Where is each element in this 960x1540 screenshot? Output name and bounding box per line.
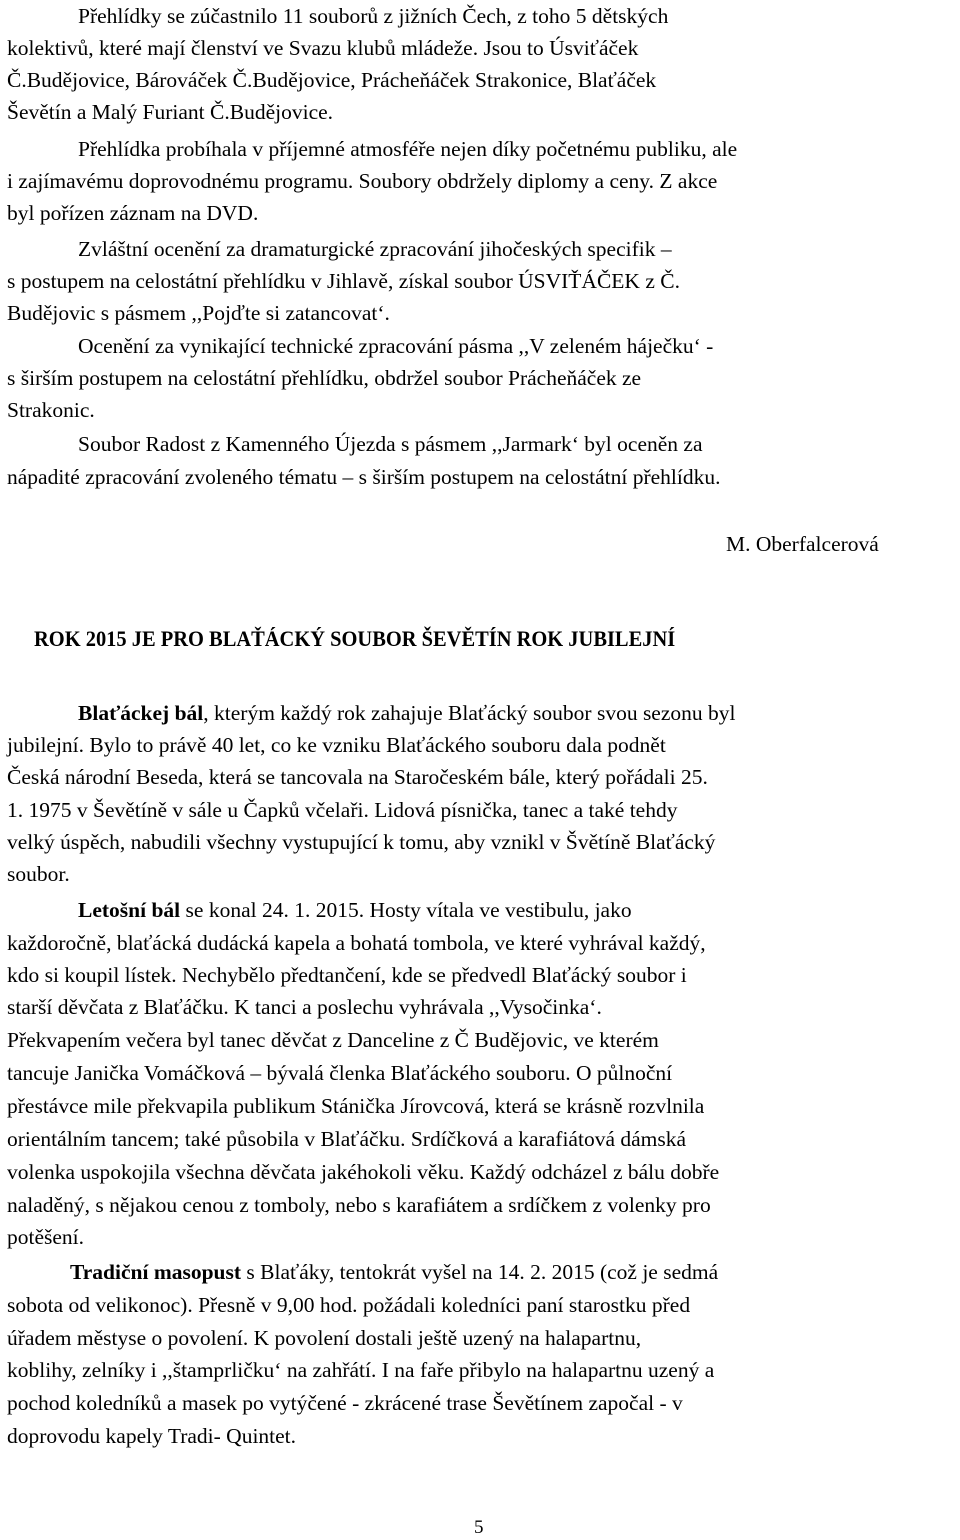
text-line: každoročně, blaťácká dudácká kapela a bohatá tombola, ve které vyhrával každý, — [7, 931, 706, 955]
text-line: úřadem městyse o povolení. K povolení dostali ještě uzený na halapartnu, — [7, 1326, 642, 1350]
text-span: s Blaťáky, tentokrát vyšel na 14. 2. 2015 (což je sedmá — [241, 1260, 719, 1284]
text-line: s širším postupem na celostátní přehlídku, obdržel soubor Prácheňáček ze — [7, 366, 642, 390]
text-line: Překvapením večera byl tanec děvčat z Danceline z Č Budějovic, ve kterém — [7, 1028, 659, 1052]
text-line: Přehlídky se zúčastnilo 11 souborů z jižních Čech, z toho 5 dětských — [78, 4, 669, 28]
page-number: 5 — [474, 1517, 484, 1538]
bold-phrase: Letošní bál — [78, 898, 181, 922]
text-line: orientálním tancem; také působila v Blaťáčku. Srdíčková a karafiátová dámská — [7, 1127, 687, 1151]
text-line — [70, 1260, 718, 1284]
text-line: Ocenění za vynikající technické zpracování pásma ,,V zeleném háječku‘ - — [78, 334, 714, 358]
text-line: nápadité zpracování zvoleného tématu – s širším postupem na celostátní přehlídku. — [7, 465, 721, 489]
text-line: kdo si koupil lístek. Nechybělo předtančení, kde se předvedl Blaťácký soubor i — [7, 963, 687, 987]
text-line: volenka uspokojila všechna děvčata jakéhokoli věku. Každý odcházel z bálu dobře — [7, 1160, 720, 1184]
text-line: Budějovic s pásmem ,,Pojďte si zatancovat‘. — [7, 301, 390, 325]
bold-phrase: Blaťáckej bál — [78, 701, 204, 725]
text-line: naladěný, s nějakou cenou z tomboly, nebo s karafiátem a srdíčkem z volenky pro — [7, 1193, 711, 1217]
text-span: , kterým každý rok zahajuje Blaťácký soubor svou sezonu byl — [203, 701, 736, 725]
text-line: potěšení. — [7, 1225, 85, 1249]
text-line: tancuje Janička Vomáčková – bývalá členka Blaťáckého souboru. O půlnoční — [7, 1061, 673, 1085]
text-line: Zvláštní ocenění za dramaturgické zpracování jihočeských specifik – — [78, 237, 672, 261]
text-line: doprovodu kapely Tradi- Quintet. — [7, 1424, 297, 1448]
text-span: se konal 24. 1. 2015. Hosty vítala ve vestibulu, jako — [180, 898, 632, 922]
text-line — [78, 701, 736, 725]
text-line: Soubor Radost z Kamenného Újezda s pásmem ,,Jarmark‘ byl oceněn za — [78, 432, 703, 456]
article-heading: ROK 2015 JE PRO BLAŤÁCKÝ SOUBOR ŠEVĚTÍN ROK JUBILEJNÍ — [34, 626, 676, 651]
text-line: pochod koledníků a masek po vytýčené - zkrácené trase Ševětínem započal - v — [7, 1391, 683, 1415]
text-line: Strakonic. — [7, 398, 95, 422]
text-line: 1. 1975 v Ševětíně v sále u Čapků včelaři. Lidová písnička, tanec a také tehdy — [7, 798, 678, 822]
text-line: koblihy, zelníky i ,,štamprličku‘ na zahřátí. I na faře přibylo na halapartnu uzený a — [7, 1358, 715, 1382]
text-line: i zajímavému doprovodnému programu. Soubory obdržely diplomy a ceny. Z akce — [7, 169, 718, 193]
author-signature: M. Oberfalcerová — [726, 532, 879, 556]
text-line: jubilejní. Bylo to právě 40 let, co ke vzniku Blaťáckého souboru dala podnět — [7, 733, 666, 757]
text-line: přestávce mile překvapila publikum Stánička Jírovcová, která se krásně rozvlnila — [7, 1094, 705, 1118]
text-line: Ševětín a Malý Furiant Č.Budějovice. — [7, 100, 334, 124]
text-line — [78, 898, 632, 922]
text-line: Č.Budějovice, Bárováček Č.Budějovice, Prácheňáček Strakonice, Blaťáček — [7, 68, 657, 92]
text-line: starší děvčata z Blaťáčku. K tanci a poslechu vyhrávala ,,Vysočinka‘. — [7, 995, 602, 1019]
bold-phrase: Tradiční masopust — [70, 1260, 242, 1284]
text-line: soubor. — [7, 862, 70, 886]
text-line: velký úspěch, nabudili všechny vystupující k tomu, aby vznikl v Švětíně Blaťácký — [7, 830, 716, 854]
text-line: s postupem na celostátní přehlídku v Jihlavě, získal soubor ÚSVIŤÁČEK z Č. — [7, 269, 680, 293]
text-line: byl pořízen záznam na DVD. — [7, 201, 259, 225]
text-line: sobota od velikonoc). Přesně v 9,00 hod. požádali koledníci paní starostku před — [7, 1293, 691, 1317]
text-line: Přehlídka probíhala v příjemné atmosféře nejen díky početnému publiku, ale — [78, 137, 738, 161]
text-line: Česká národní Beseda, která se tancovala na Staročeském bále, který pořádali 25. — [7, 765, 708, 789]
text-line: kolektivů, které mají členství ve Svazu klubů mládeže. Jsou to Úsviťáček — [7, 36, 639, 60]
